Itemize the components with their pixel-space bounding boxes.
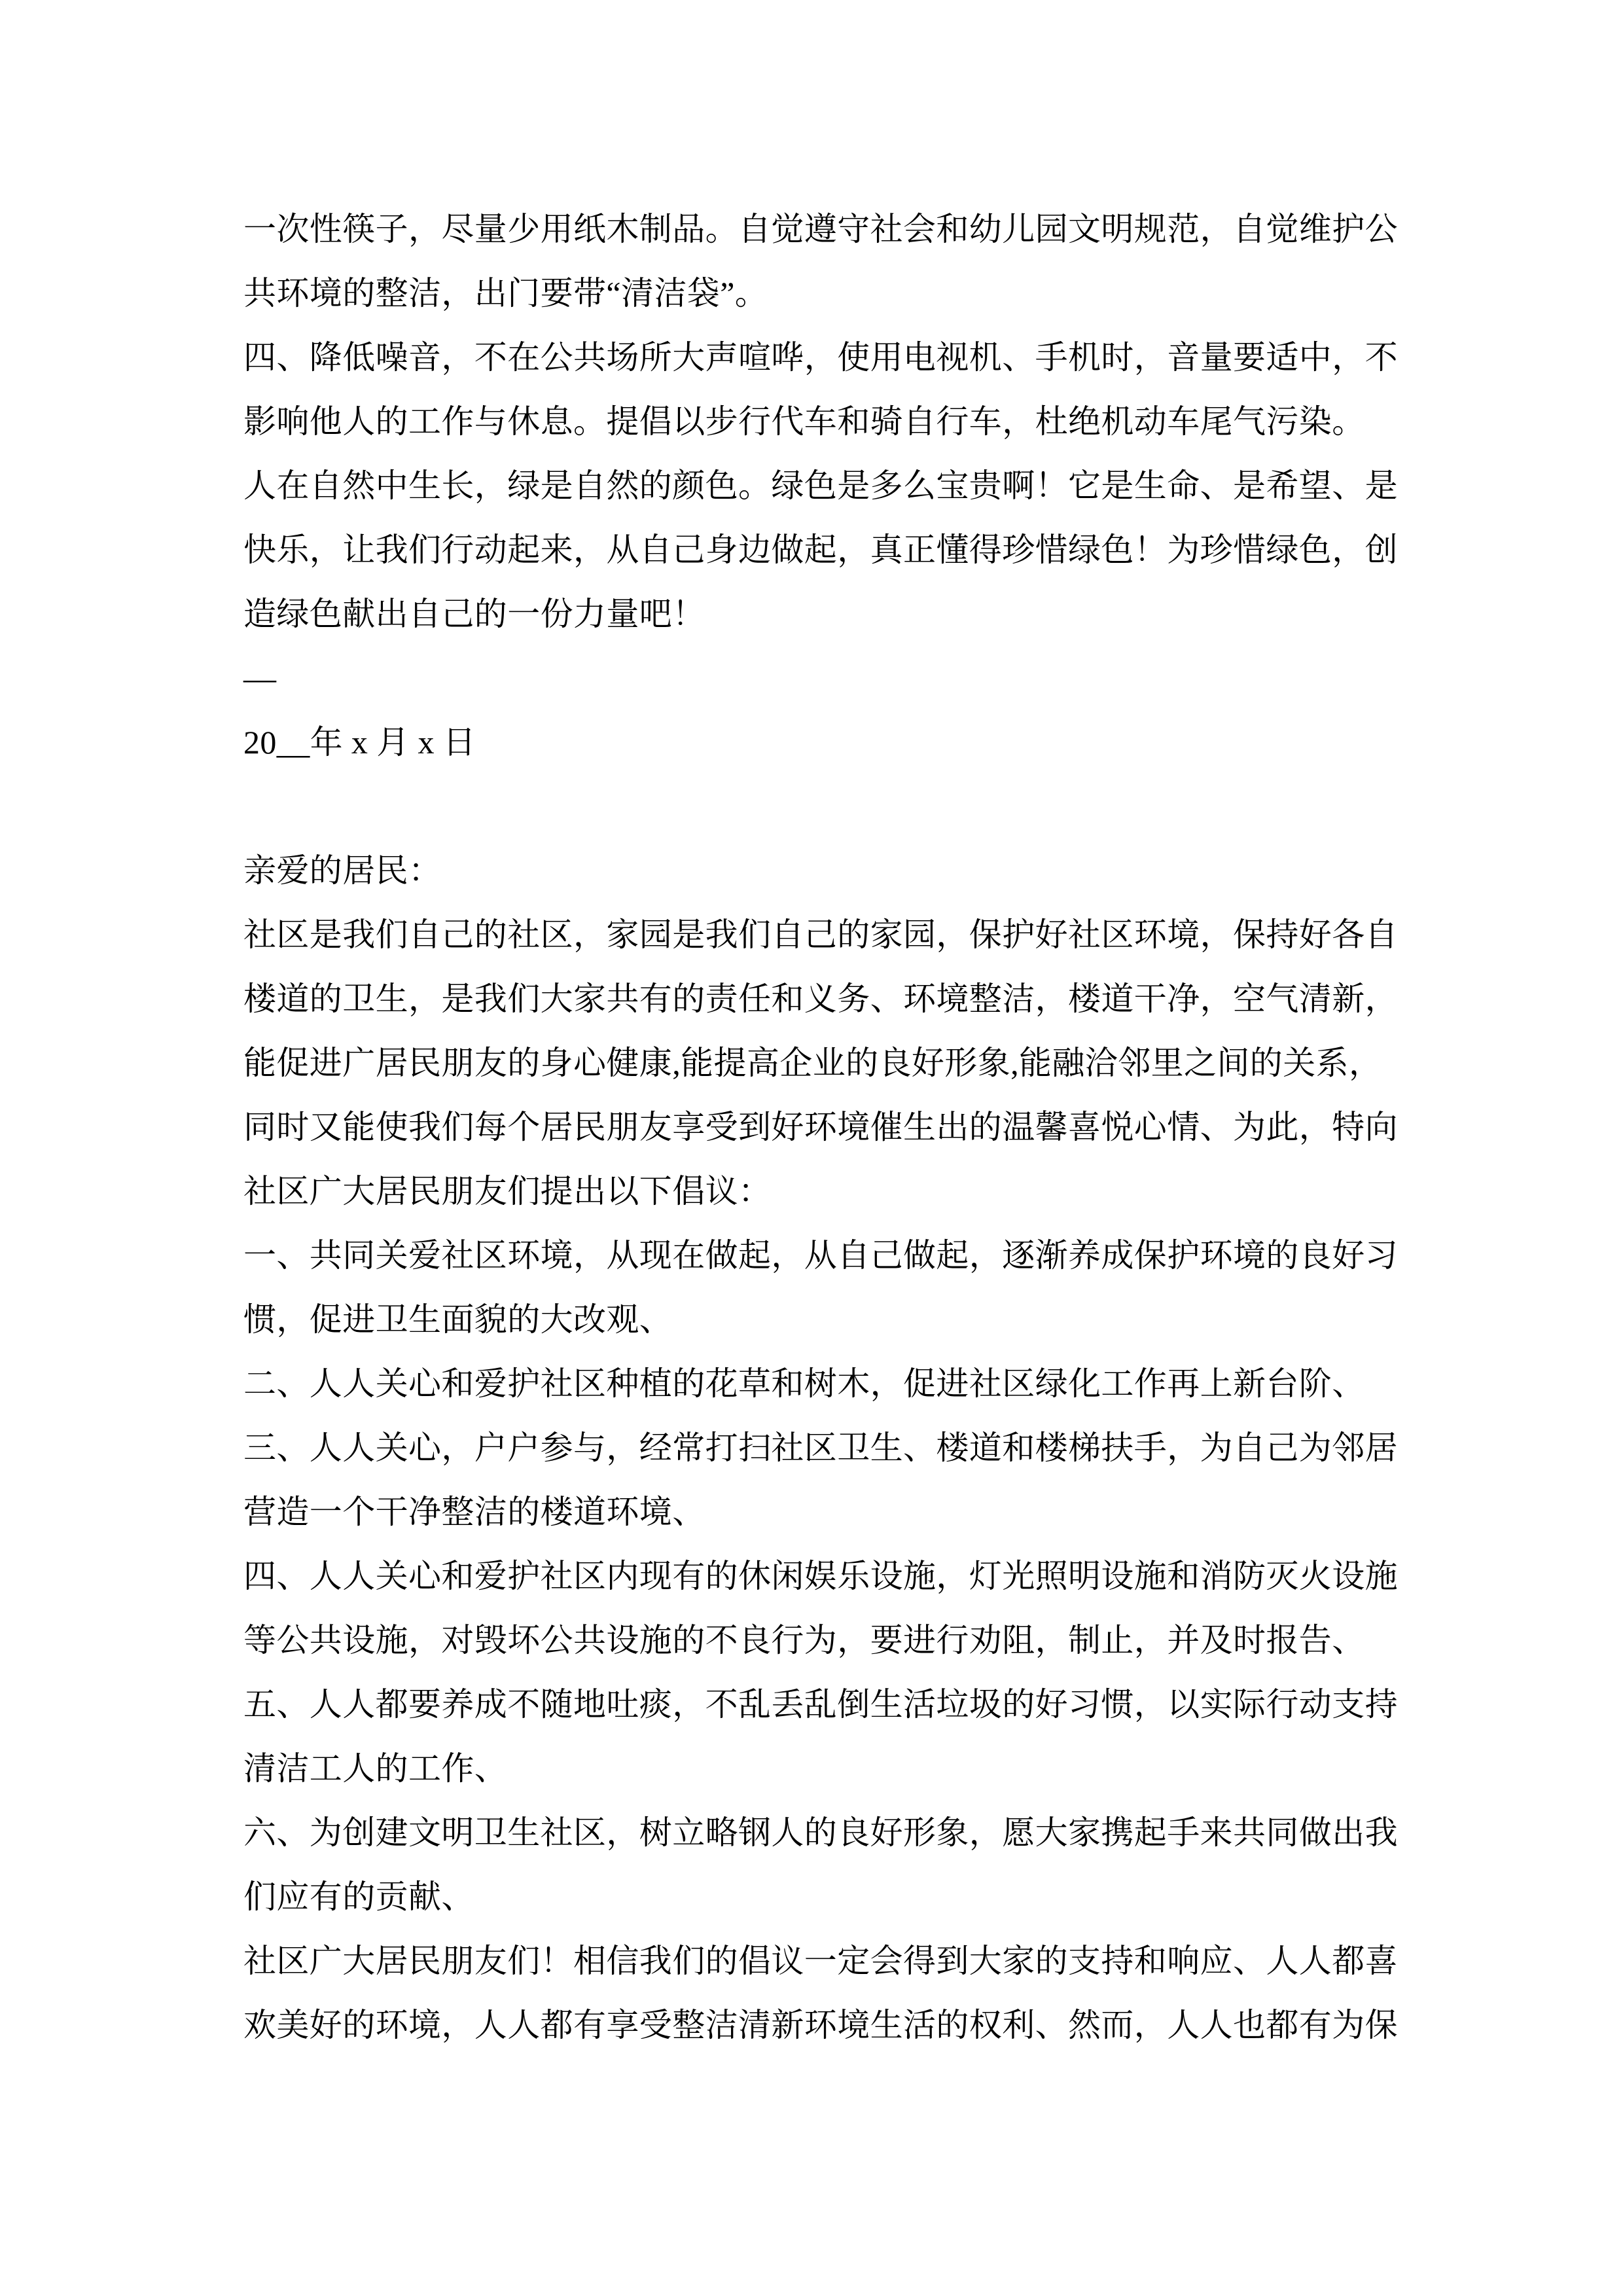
text-line: 营造一个干净整洁的楼道环境、 <box>243 1494 705 1530</box>
text-line: 五、人人都要养成不随地吐痰，不乱丢乱倒生活垃圾的好习惯，以实际行动支持 <box>243 1686 1398 1723</box>
text-line: 同时又能使我们每个居民朋友享受到好环境催生出的温馨喜悦心情、为此，特向 <box>243 1109 1398 1145</box>
text-line: 社区广大居民朋友们提出以下倡议： <box>243 1173 772 1210</box>
text-line: 二、人人关心和爱护社区种植的花草和树木，促进社区绿化工作再上新台阶、 <box>243 1365 1365 1402</box>
text-line: 们应有的贡献、 <box>243 1878 474 1915</box>
text-line: 造绿色献出自己的一份力量吧！ <box>243 596 705 632</box>
text-line: 欢美好的环境，人人都有享受整洁清新环境生活的权利、然而，人人也都有为保 <box>243 2007 1398 2043</box>
text-line: 影响他人的工作与休息。提倡以步行代车和骑自行车，杜绝机动车尾气污染。 <box>243 403 1365 440</box>
document-text-block <box>243 197 1461 2057</box>
text-line: 三、人人关心，户户参与，经常打扫社区卫生、楼道和楼梯扶手，为自己为邻居 <box>243 1429 1398 1466</box>
text-line: 人在自然中生长，绿是自然的颜色。绿色是多么宝贵啊！它是生命、是希望、是 <box>243 467 1398 504</box>
text-line: 亲爱的居民： <box>243 852 442 889</box>
text-line: 四、人人关心和爱护社区内现有的休闲娱乐设施，灯光照明设施和消防灭火设施 <box>243 1558 1398 1594</box>
text-line: 社区广大居民朋友们！相信我们的倡议一定会得到大家的支持和响应、人人都喜 <box>243 1943 1398 1979</box>
text-line: 一次性筷子，尽量少用纸木制品。自觉遵守社会和幼儿园文明规范，自觉维护公 <box>243 211 1398 247</box>
text-line: 惯，促进卫生面貌的大改观、 <box>243 1301 673 1338</box>
text-line: 一、共同关爱社区环境，从现在做起，从自己做起，逐渐养成保护环境的良好习 <box>243 1237 1398 1274</box>
text-line: 快乐，让我们行动起来，从自己身边做起，真正懂得珍惜绿色！为珍惜绿色，创 <box>243 531 1398 568</box>
text-line: 清洁工人的工作、 <box>243 1750 508 1787</box>
text-line: 等公共设施，对毁坏公共设施的不良行为，要进行劝阻，制止，并及时报告、 <box>243 1622 1365 1659</box>
text-line: 社区是我们自己的社区，家园是我们自己的家园，保护好社区环境，保持好各自 <box>243 916 1398 953</box>
text-line: 共环境的整洁，出门要带“清洁袋”。 <box>243 275 768 312</box>
text-line: 能促进广居民朋友的身心健康,能提高企业的良好形象,能融洽邻里之间的关系， <box>243 1045 1382 1081</box>
text-line: — <box>243 660 277 696</box>
blank-line <box>243 774 1461 838</box>
text-line: 四、降低噪音，不在公共场所大声喧哗，使用电视机、手机时，音量要适中，不 <box>243 339 1398 376</box>
text-line: 20__年 x 月 x 日 <box>243 724 476 761</box>
text-line: 六、为创建文明卫生社区，树立略钢人的良好形象，愿大家携起手来共同做出我 <box>243 1814 1398 1851</box>
text-line: 楼道的卫生，是我们大家共有的责任和义务、环境整洁，楼道干净，空气清新， <box>243 980 1398 1017</box>
